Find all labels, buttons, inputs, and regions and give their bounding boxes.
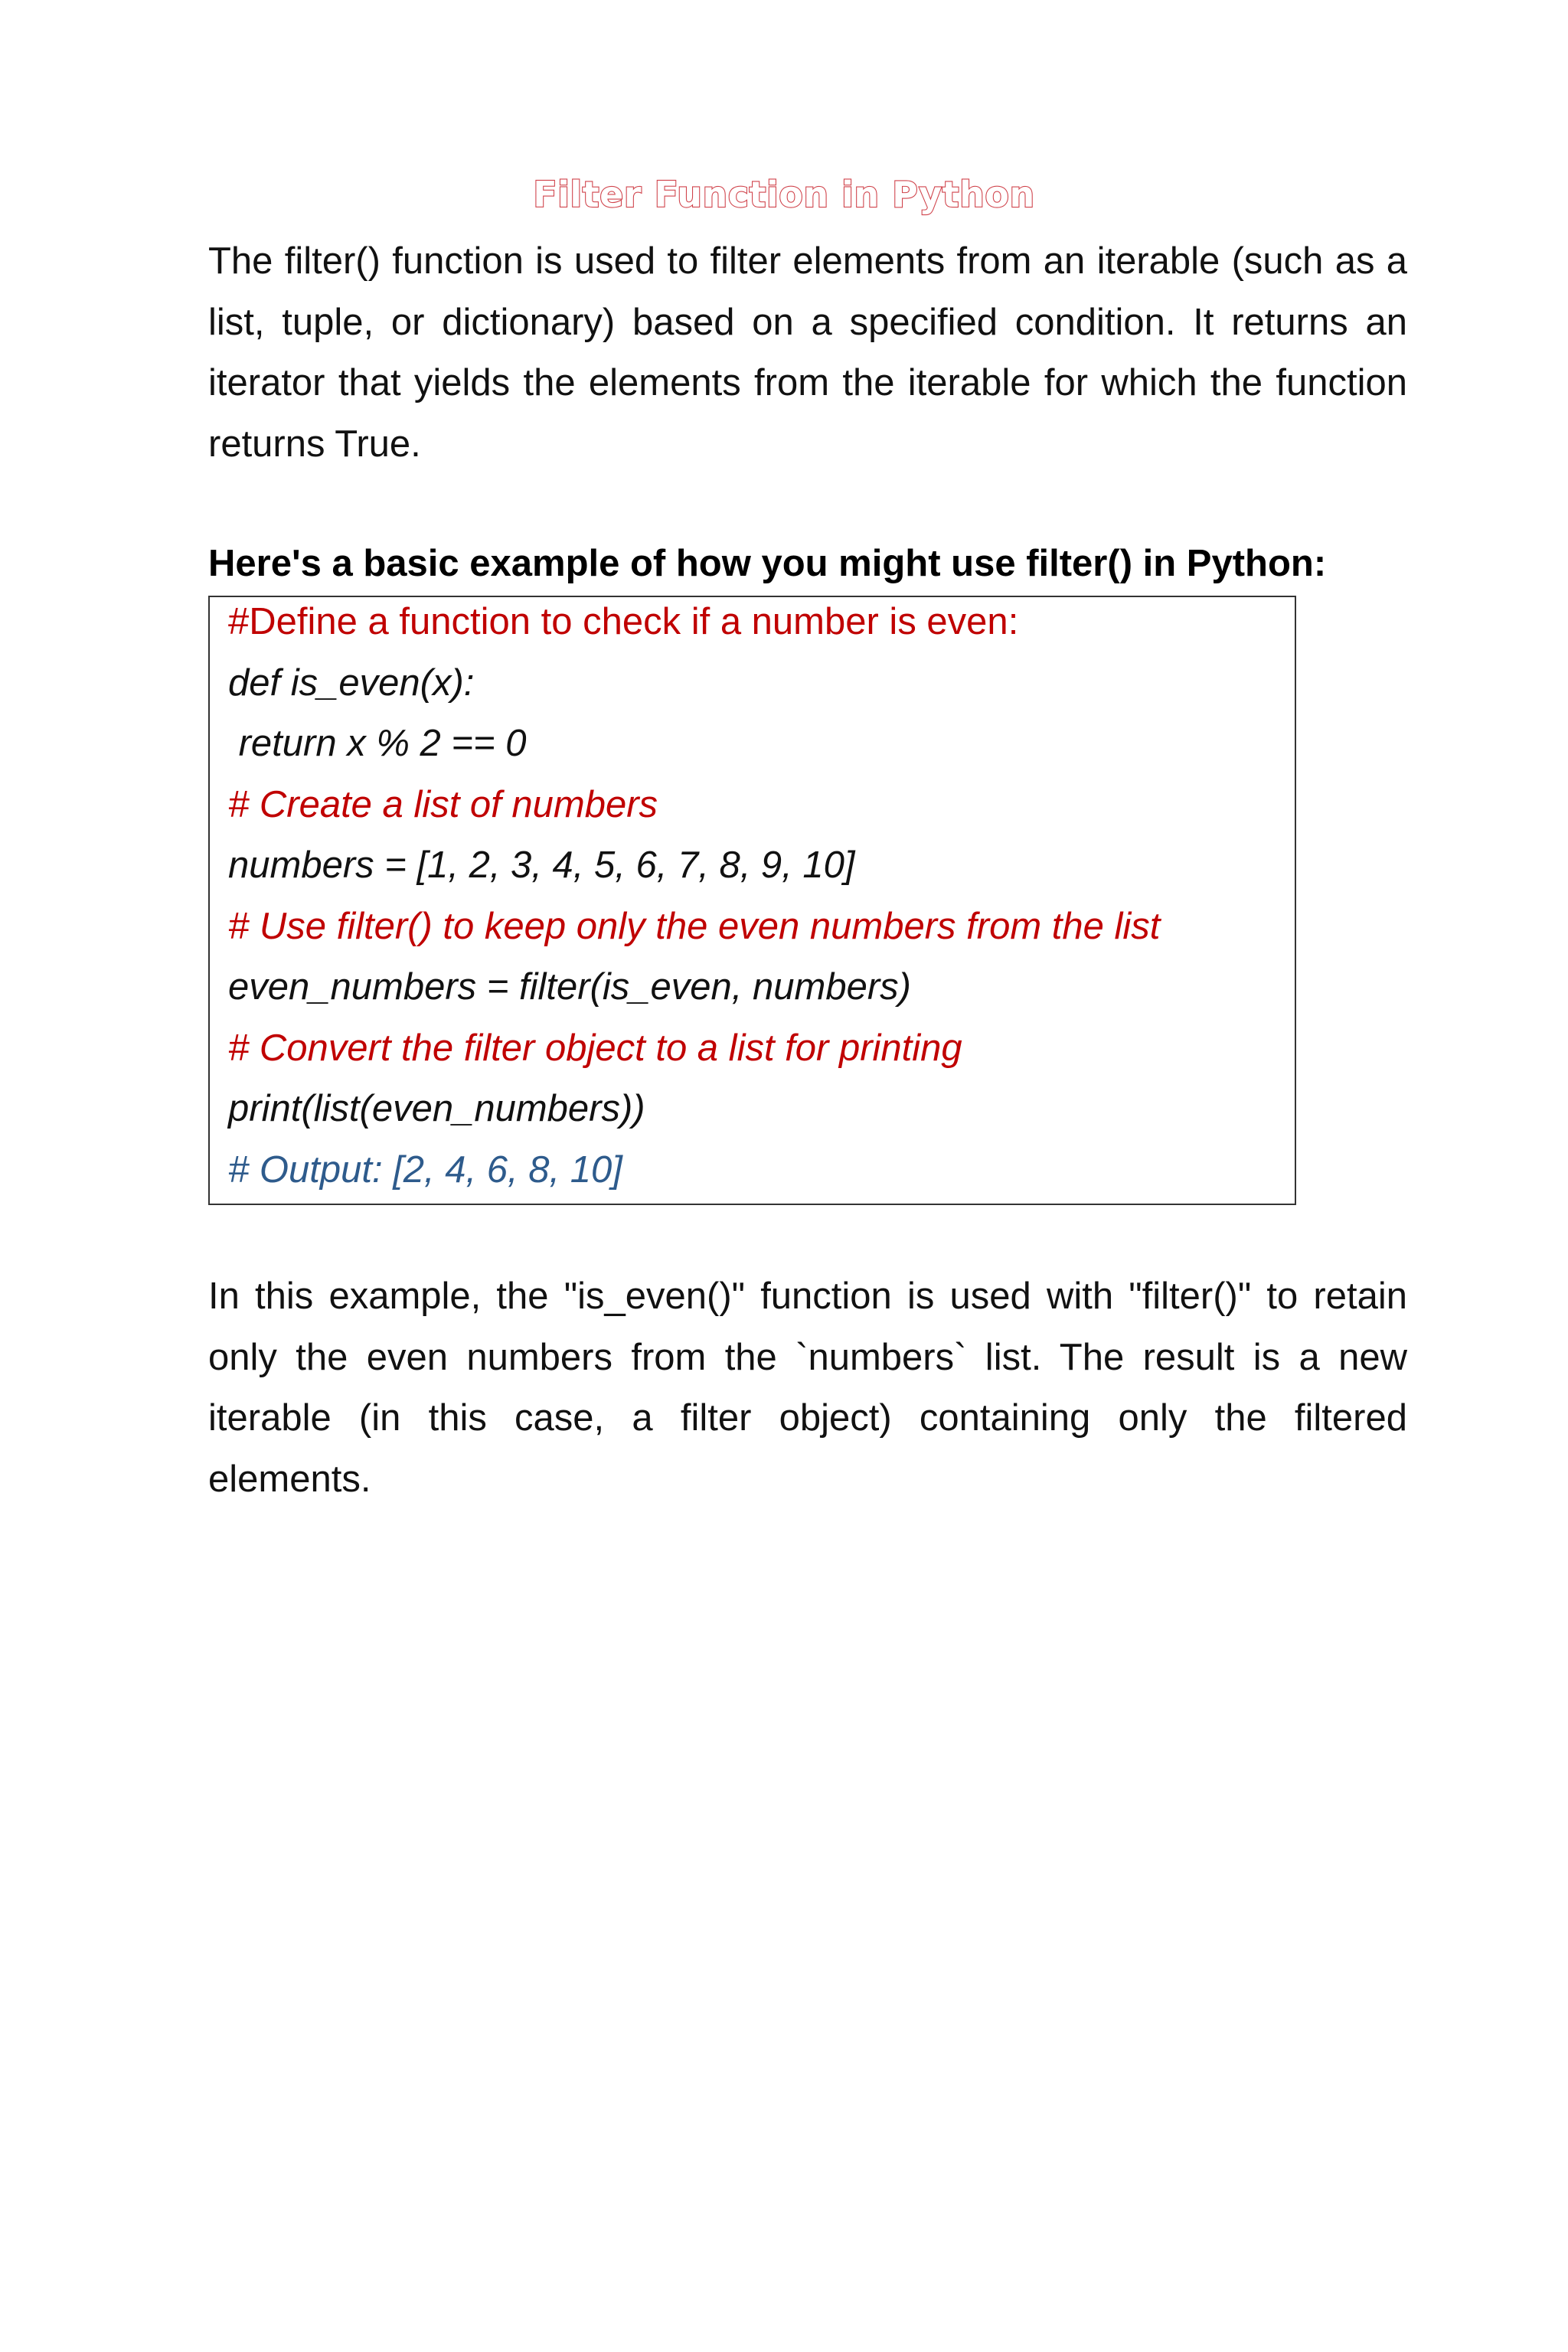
intro-paragraph: The filter() function is used to filter elements from an iterable (such as a list, tuple, or dictionary) based on a specified condition. It returns an iterator that yields the elements from the iterable for which the function returns True. — [208, 240, 1407, 465]
code-block — [208, 596, 1296, 1205]
example-heading: Here's a basic example of how you might use filter() in Python: — [208, 543, 1327, 584]
code-line: # Output: [2, 4, 6, 8, 10] — [228, 1149, 622, 1191]
code-line: # Create a list of numbers — [228, 784, 658, 825]
code-line: numbers = [1, 2, 3, 4, 5, 6, 7, 8, 9, 10] — [228, 844, 855, 886]
code-line: return x % 2 == 0 — [228, 723, 527, 764]
code-line: #Define a function to check if a number is even: — [228, 601, 1019, 642]
code-line: print(list(even_numbers)) — [228, 1088, 645, 1129]
code-line: def is_even(x): — [228, 662, 475, 704]
page-title: Filter Function in Python — [533, 174, 1035, 215]
outro-paragraph: In this example, the "is_even()" function is used with "filter()" to retain only the even numbers from the `numbers` list. The result is a new iterable (in this case, a filter object) containing only the filtered elements. — [208, 1276, 1407, 1500]
code-line: # Use filter() to keep only the even numbers from the list — [228, 906, 1161, 947]
code-line: even_numbers = filter(is_even, numbers) — [228, 966, 911, 1008]
code-line: # Convert the filter object to a list for printing — [228, 1027, 962, 1069]
